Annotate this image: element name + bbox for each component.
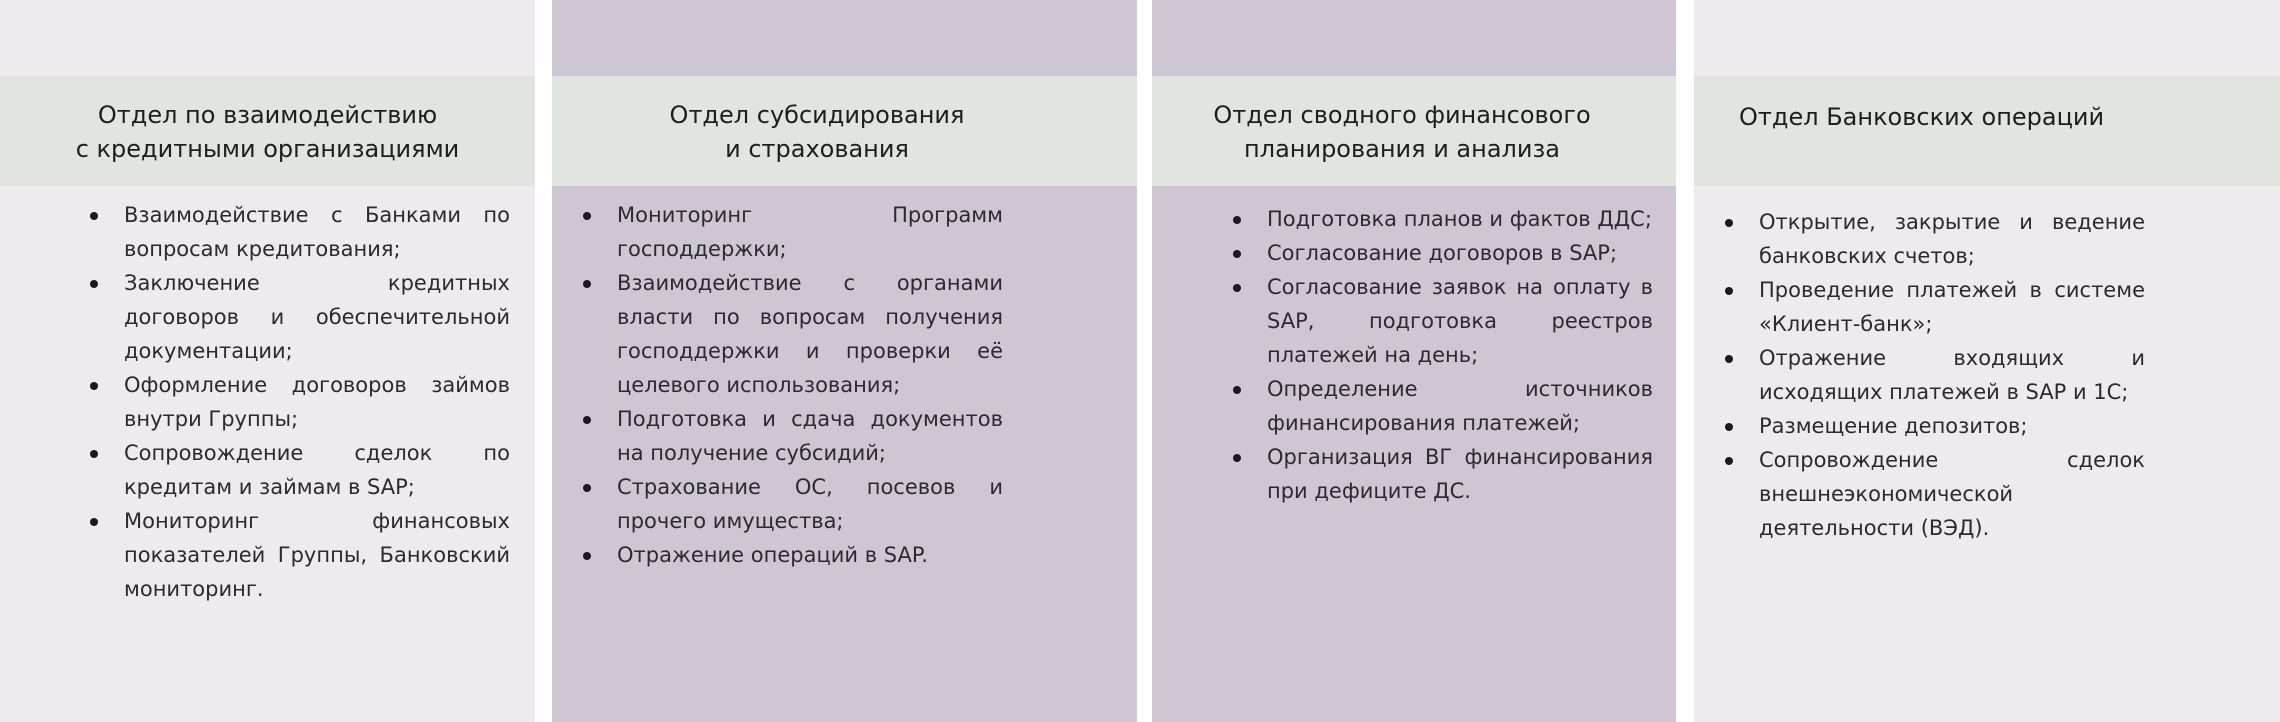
list-item: Мониторинг финансовых показателей Группы, Банковский мониторинг. xyxy=(124,504,510,606)
department-items-banking xyxy=(1759,205,2145,545)
list-item: Согласование заявок на оплату в SAP, подготовка реестров платежей на день; xyxy=(1267,270,1653,372)
list-item: Открытие, закрытие и ведение банковских счетов; xyxy=(1759,205,2145,273)
department-items-credit xyxy=(124,198,510,606)
department-title-line1: Отдел сводного финансового xyxy=(1213,101,1591,129)
list-item: Заключение кредитных договоров и обеспечительной документации; xyxy=(124,266,510,368)
list-item: Мониторинг Программ господдержки; xyxy=(617,198,1003,266)
department-items-planning xyxy=(1267,202,1653,508)
department-title-line1: Отдел субсидирования xyxy=(669,101,965,129)
list-item: Взаимодействие с органами власти по вопросам получения господдержки и проверки её целевого использования; xyxy=(617,266,1003,402)
list-item: Отражение операций в SAP. xyxy=(617,538,1003,572)
list-item: Сопровождение сделок внешнеэкономической деятельности (ВЭД). xyxy=(1759,443,2145,545)
department-title-line2: планирования и анализа xyxy=(1244,135,1560,163)
list-item: Размещение депозитов; xyxy=(1759,409,2145,443)
list-item: Проведение платежей в системе «Клиент-банк»; xyxy=(1759,273,2145,341)
list-item: Подготовка и сдача документов на получение субсидий; xyxy=(617,402,1003,470)
department-title-line1: Отдел по взаимодействию xyxy=(97,101,438,129)
department-header xyxy=(552,76,1137,186)
list-item: Взаимодействие с Банками по вопросам кредитования; xyxy=(124,198,510,266)
department-title-line2: и страхования xyxy=(725,135,909,163)
list-item: Отражение входящих и исходящих платежей в SAP и 1С; xyxy=(1759,341,2145,409)
department-title-line1: Отдел Банковских операций xyxy=(1739,103,2105,131)
department-title-line2: с кредитными организациями xyxy=(75,135,460,163)
department-header xyxy=(1152,76,1676,186)
list-item: Страхование ОС, посевов и прочего имущества; xyxy=(617,470,1003,538)
department-items-subsidies xyxy=(617,198,1003,572)
list-item: Сопровождение сделок по кредитам и займам в SAP; xyxy=(124,436,510,504)
list-item: Оформление договоров займов внутри Группы; xyxy=(124,368,510,436)
list-item: Подготовка планов и фактов ДДС; xyxy=(1267,202,1653,236)
department-header xyxy=(0,76,535,186)
list-item: Согласование договоров в SAP; xyxy=(1267,236,1653,270)
department-header xyxy=(1694,76,2280,186)
list-item: Определение источников финансирования платежей; xyxy=(1267,372,1653,440)
list-item: Организация ВГ финансирования при дефиците ДС. xyxy=(1267,440,1653,508)
